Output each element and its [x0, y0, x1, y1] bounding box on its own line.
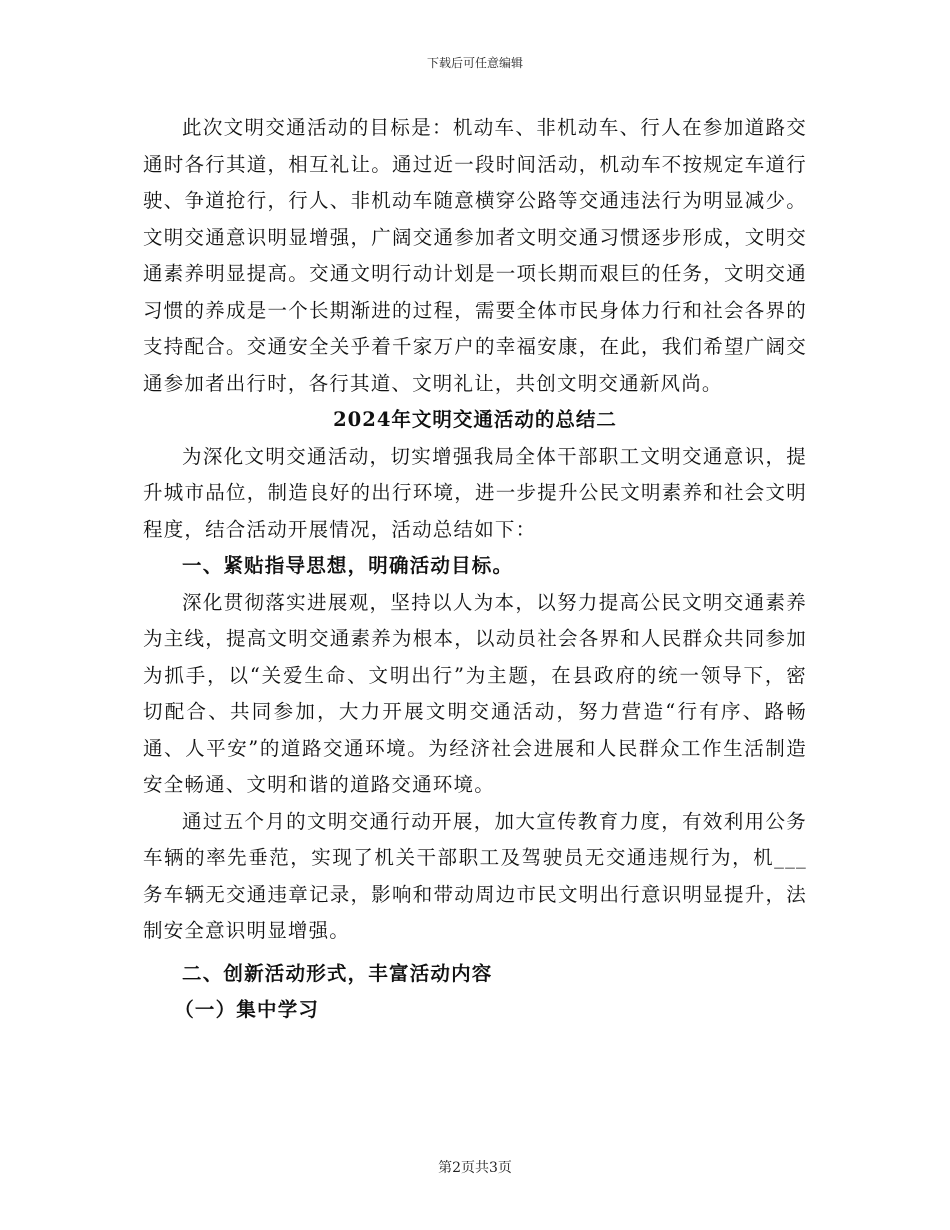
heading-guiding-thought: 一、紧贴指导思想，明确活动目标。: [182, 554, 514, 577]
heading-innovation: 二、创新活动形式，丰富活动内容: [182, 961, 493, 985]
paragraph-intro: 为深化文明交通活动，切实增强我局全体干部职工文明交通意识，提升城市品位，制造良好的出行环境，进一步提升公民文明素养和社会文明程度，结合活动开展情况，活动总结如下：: [143, 444, 807, 541]
document-body: [143, 110, 807, 1029]
page-header: 下载后可任意编辑: [426, 56, 523, 70]
page-footer: 第2页共3页: [438, 1160, 512, 1176]
paragraph-results: 通过五个月的文明交通行动开展，加大宣传教育力度，有效利用公务车辆的率先垂范，实现了机关干部职工及驾驶员无交通违规行为，机___务车辆无交通违章记录，影响和带动周边市民文明出行意识明显提升，法制安全意识明显增强。: [143, 809, 807, 942]
paragraph-guiding-thought: 深化贯彻落实进展观，坚持以人为本，以努力提高公民文明交通素养为主线，提高文明交通素养为根本，以动员社会各界和人民群众共同参加为抓手，以“关爱生命、文明出行”为主题，在县政府的统一领导下，密切配合、共同参加，大力开展文明交通活动，努力营造“行有序、路畅通、人平安”的道路交通环境。为经济社会进展和人民群众工作生活制造安全畅通、文明和谐的道路交通环境。: [143, 590, 807, 796]
section-title: 2024年文明交通活动的总结二: [333, 408, 617, 431]
subheading-study: （一）集中学习: [174, 998, 320, 1021]
paragraph-goals: 此次文明交通活动的目标是：机动车、非机动车、行人在参加道路交通时各行其道，相互礼让。通过近一段时间活动，机动车不按规定车道行驶、争道抢行，行人、非机动车随意横穿公路等交通违法行为明显减少。文明交通意识明显增强，广阔交通参加者文明交通习惯逐步形成，文明交通素养明显提高。交通文明行动计划是一项长期而艰巨的任务，文明交通习惯的养成是一个长期渐进的过程，需要全体市民身体力行和社会各界的支持配合。交通安全关乎着千家万户的幸福安康，在此，我们希望广阔交通参加者出行时，各行其道、文明礼让，共创文明交通新风尚。: [143, 116, 807, 395]
